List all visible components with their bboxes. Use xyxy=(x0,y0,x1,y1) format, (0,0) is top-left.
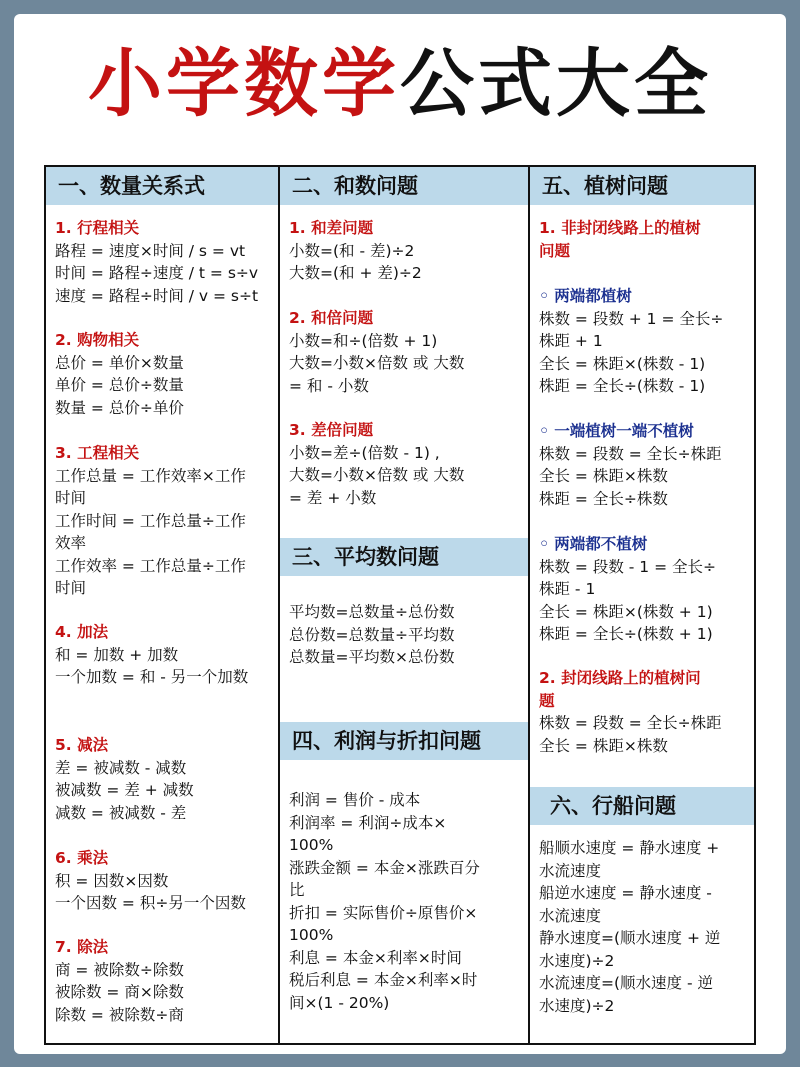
formula-line: 利润 = 售价 - 成本 xyxy=(289,791,421,809)
subgroup-no-ends xyxy=(539,533,750,646)
group-shopping xyxy=(55,329,274,419)
formula-line: 被除数 = 商×除数 xyxy=(55,983,184,1001)
formula-line: 被减数 = 差 + 减数 xyxy=(55,781,194,799)
formula-line: 100% xyxy=(289,836,334,854)
formula-line: 水速度)÷2 xyxy=(539,996,615,1015)
formula-line: 单价 = 总价÷数量 xyxy=(55,376,184,394)
title-red: 小学数学 xyxy=(88,41,400,127)
formula-line: 利息 = 本金×利率×时间 xyxy=(289,948,462,967)
formula-line: 大数=小数×倍数 或 大数 xyxy=(289,466,465,484)
formula-line: 大数=小数×倍数 或 大数 xyxy=(289,354,465,372)
formula-line: 株数 = 段数 - 1 = 全长÷ xyxy=(539,557,716,576)
group-title: 5. 减法 xyxy=(55,736,109,754)
formula-line: 总份数=总数量÷平均数 xyxy=(289,625,455,644)
group-sum-difference xyxy=(289,217,524,285)
formula-line: 株距 - 1 xyxy=(539,580,596,598)
formula-line: = 差 + 小数 xyxy=(289,488,377,507)
formula-line: 积 = 因数×因数 xyxy=(55,871,169,890)
formula-line: 除数 = 被除数÷商 xyxy=(55,1005,184,1024)
column-1 xyxy=(46,167,278,1043)
formula-line: 一个因数 = 积÷另一个因数 xyxy=(55,894,246,912)
section-header-boat: 六、行船问题 xyxy=(530,787,754,825)
subgroup-both-ends xyxy=(539,285,750,398)
formula-line: 船逆水速度 = 静水速度 - xyxy=(539,884,712,902)
formula-line: 和 = 加数 + 加数 xyxy=(55,645,179,664)
formula-line: 间×(1 - 20%) xyxy=(289,993,390,1012)
subgroup-one-end xyxy=(539,420,750,510)
group-profit xyxy=(289,789,524,1014)
subgroup-title: ◦ 两端都植树 xyxy=(539,287,632,305)
group-title: 3. 差倍问题 xyxy=(289,421,374,439)
formula-line: 工作效率 = 工作总量÷工作 xyxy=(55,556,246,575)
formula-line: 水流速度 xyxy=(539,861,602,880)
formula-line: 小数=和÷(倍数 + 1) xyxy=(289,331,438,350)
formula-line: 比 xyxy=(289,881,305,899)
group-travel xyxy=(55,217,274,307)
formula-line: 商 = 被除数÷除数 xyxy=(55,960,184,979)
group-title: 3. 工程相关 xyxy=(55,444,140,462)
group-title: 1. 行程相关 xyxy=(55,219,140,237)
group-title: 6. 乘法 xyxy=(55,849,109,867)
formula-line: 平均数=总数量÷总份数 xyxy=(289,603,455,621)
formula-line: 全长 = 株距×株数 xyxy=(539,467,668,485)
group-title: 4. 加法 xyxy=(55,623,109,641)
formula-line: 利润率 = 利润÷成本× xyxy=(289,813,447,832)
section-header-average: 三、平均数问题 xyxy=(280,538,528,576)
formula-line: 工作时间 = 工作总量÷工作 xyxy=(55,511,246,530)
formula-line: 总数量=平均数×总份数 xyxy=(289,648,455,666)
group-average xyxy=(289,601,524,669)
formula-line: 株距 + 1 xyxy=(539,332,603,350)
formula-line: 小数=(和 - 差)÷2 xyxy=(289,241,415,260)
subgroup-title: ◦ 一端植树一端不植树 xyxy=(539,422,694,440)
formula-line: 船顺水速度 = 静水速度 + xyxy=(539,839,720,857)
formula-line: 时间 xyxy=(55,489,87,507)
formula-line: 静水速度=(顺水速度 + 逆 xyxy=(539,929,721,947)
group-subtraction xyxy=(55,734,274,824)
formula-line: 株距 = 全长÷(株数 - 1) xyxy=(539,377,706,395)
column-3 xyxy=(530,167,754,1043)
group-work xyxy=(55,442,274,600)
group-title: 问题 xyxy=(539,241,571,260)
title-black: 公式大全 xyxy=(400,41,712,127)
group-title: 题 xyxy=(539,691,555,710)
section-header-profit-discount: 四、利润与折扣问题 xyxy=(280,722,528,760)
group-title: 2. 和倍问题 xyxy=(289,309,374,327)
formula-line: 株数 = 段数 = 全长÷株距 xyxy=(539,714,722,732)
formula-line: 株数 = 段数 = 全长÷株距 xyxy=(539,444,722,463)
group-open-line xyxy=(539,217,750,262)
formula-line: 小数=差÷(倍数 - 1) , xyxy=(289,443,440,462)
group-boat xyxy=(539,837,750,1017)
formula-line: 数量 = 总价÷单价 xyxy=(55,398,184,417)
group-addition xyxy=(55,621,274,689)
formula-line: 株距 = 全长÷(株数 + 1) xyxy=(539,625,713,643)
formula-line: 100% xyxy=(289,926,334,944)
group-title: 2. 购物相关 xyxy=(55,331,140,349)
subgroup-title: ◦ 两端都不植树 xyxy=(539,535,648,553)
group-sum-multiple xyxy=(289,307,524,397)
formula-line: 水流速度=(顺水速度 - 逆 xyxy=(539,974,713,992)
formula-line: 效率 xyxy=(55,534,87,552)
formula-line: 总价 = 单价×数量 xyxy=(55,353,184,372)
formula-line: 路程 = 速度×时间 / s = vt xyxy=(55,241,246,260)
formula-line: 株数 = 段数 + 1 = 全长÷ xyxy=(539,309,724,328)
group-title: 2. 封闭线路上的植树问 xyxy=(539,669,701,687)
group-title: 1. 非封闭线路上的植树 xyxy=(539,219,701,237)
section-header-tree-planting: 五、植树问题 xyxy=(530,167,754,205)
formula-line: 一个加数 = 和 - 另一个加数 xyxy=(55,668,249,686)
formula-line: 株距 = 全长÷株数 xyxy=(539,489,668,508)
formula-line: 大数=(和 + 差)÷2 xyxy=(289,264,422,282)
column-2 xyxy=(280,167,528,1043)
formula-line: 全长 = 株距×株数 xyxy=(539,736,668,755)
formula-line: 时间 = 路程÷速度 / t = s÷v xyxy=(55,264,259,282)
formula-line: 税后利息 = 本金×利率×时 xyxy=(289,971,478,989)
group-title: 7. 除法 xyxy=(55,938,109,956)
group-multiplication xyxy=(55,847,274,915)
formula-line: 工作总量 = 工作效率×工作 xyxy=(55,466,246,485)
page-title xyxy=(0,38,800,130)
formula-line: 速度 = 路程÷时间 / v = s÷t xyxy=(55,286,259,305)
formula-line: = 和 - 小数 xyxy=(289,376,369,395)
group-difference-multiple xyxy=(289,419,524,509)
formula-line: 水流速度 xyxy=(539,906,602,925)
section-header-quantity: 一、数量关系式 xyxy=(46,167,278,205)
formula-line: 涨跌金额 = 本金×涨跌百分 xyxy=(289,858,480,877)
formula-line: 差 = 被减数 - 减数 xyxy=(55,758,187,777)
section-header-sum-problems: 二、和数问题 xyxy=(280,167,528,205)
formula-line: 全长 = 株距×(株数 + 1) xyxy=(539,602,713,621)
formula-line: 时间 xyxy=(55,579,87,597)
formula-line: 全长 = 株距×(株数 - 1) xyxy=(539,354,706,373)
formula-line: 减数 = 被减数 - 差 xyxy=(55,803,187,822)
group-title: 1. 和差问题 xyxy=(289,219,374,237)
formula-line: 水速度)÷2 xyxy=(539,951,615,970)
formula-line: 折扣 = 实际售价÷原售价× xyxy=(289,903,478,922)
group-division xyxy=(55,936,274,1026)
group-closed-line xyxy=(539,667,750,757)
